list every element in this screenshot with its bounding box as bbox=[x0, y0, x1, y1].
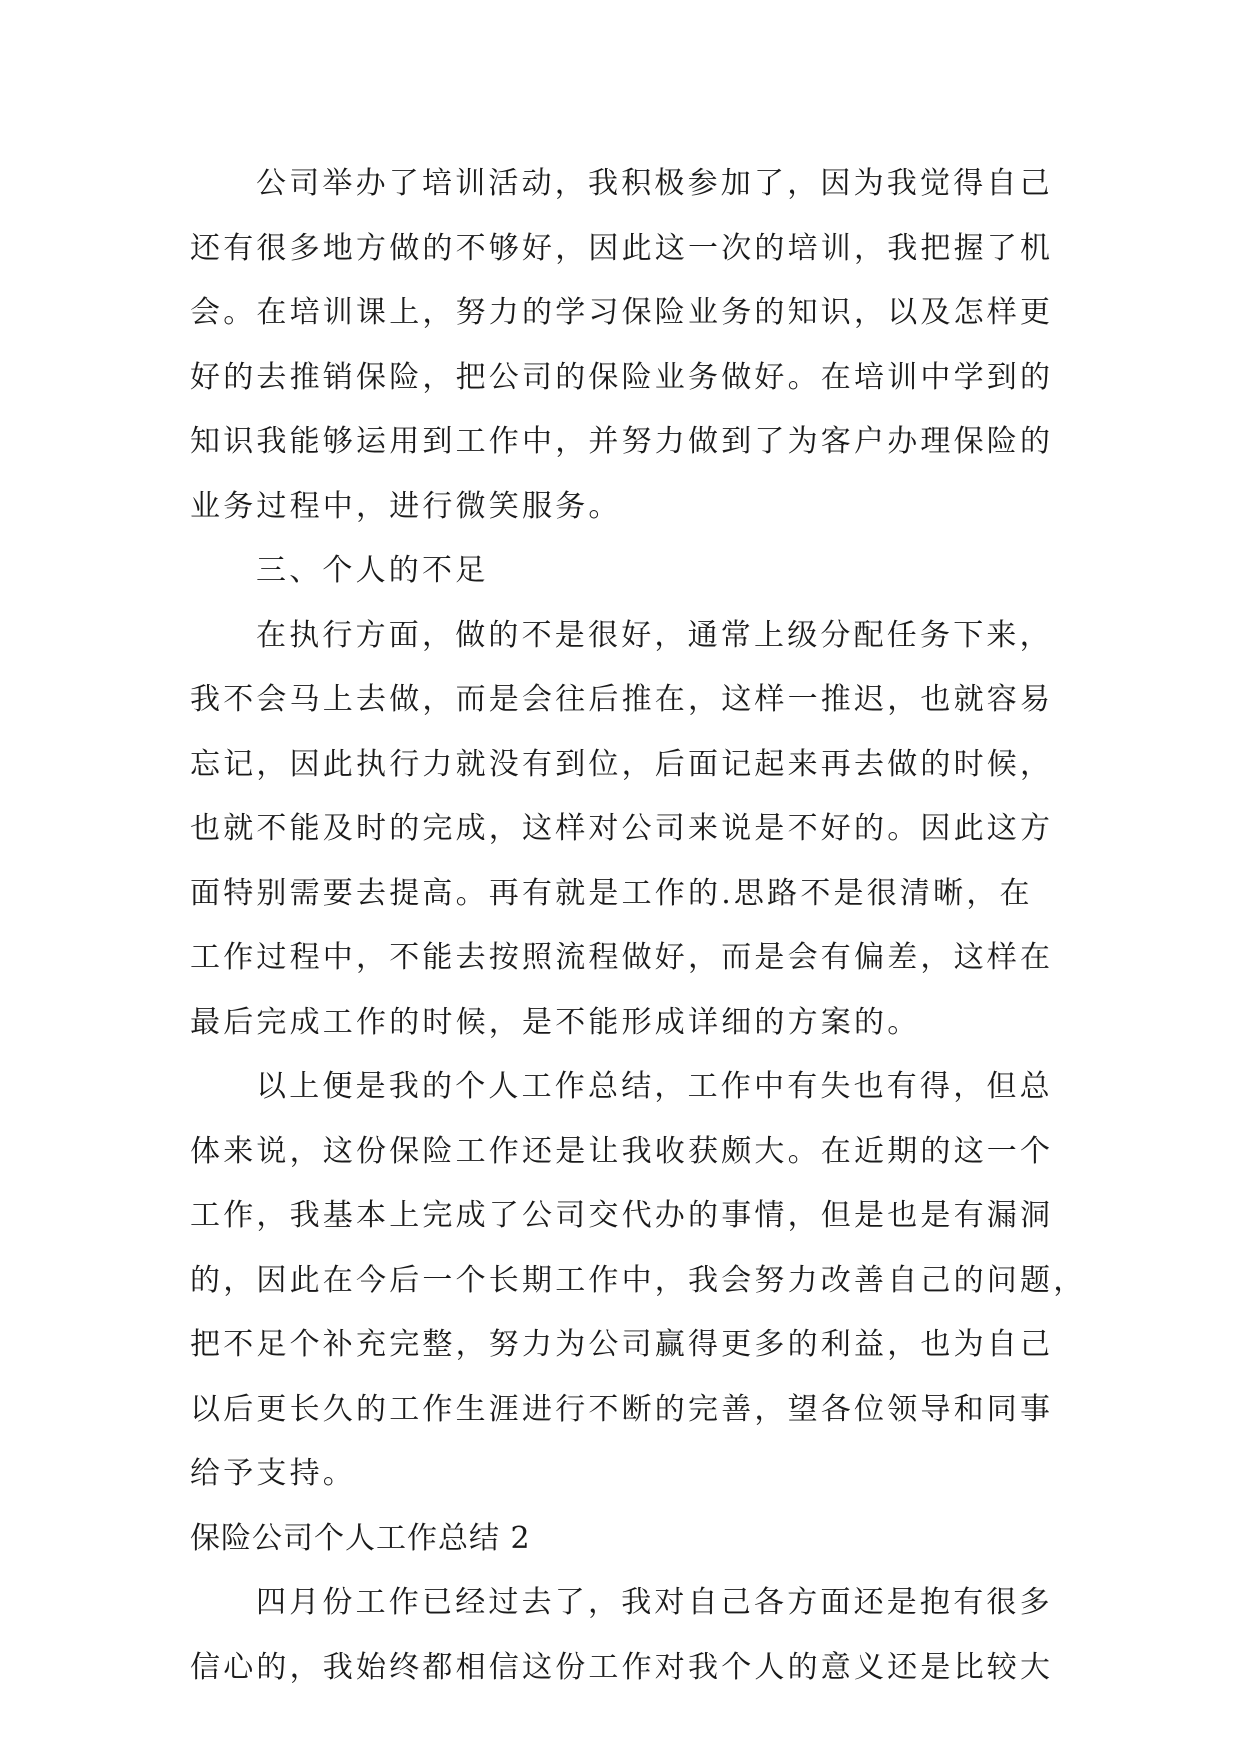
paragraph-line: 以后更长久的工作生涯进行不断的完善，望各位领导和同事 bbox=[190, 1391, 1054, 1427]
paragraph-line: 的，因此在今后一个长期工作中，我会努力改善自己的问题， bbox=[190, 1262, 1087, 1298]
article-title: 保险公司个人工作总结 2 bbox=[190, 1520, 531, 1556]
section-heading: 三、个人的不足 bbox=[256, 553, 489, 588]
paragraph-line: 把不足个补充完整，努力为公司赢得更多的利益，也为自己 bbox=[190, 1327, 1054, 1362]
paragraph-line: 四月份工作已经过去了，我对自己各方面还是抱有很多 bbox=[256, 1585, 1053, 1620]
paragraph-line: 会。在培训课上，努力的学习保险业务的知识，以及怎样更 bbox=[190, 295, 1054, 330]
paragraph-line: 还有很多地方做的不够好，因此这一次的培训，我把握了机 bbox=[190, 230, 1054, 266]
paragraph-line: 在执行方面，做的不是很好，通常上级分配任务下来， bbox=[256, 617, 1053, 653]
document-page bbox=[190, 152, 1087, 1700]
paragraph-line: 工作，我基本上完成了公司交代办的事情，但是也是有漏洞 bbox=[190, 1198, 1054, 1233]
paragraph-line: 最后完成工作的时候，是不能形成详细的方案的。 bbox=[190, 1004, 921, 1040]
paragraph-line: 业务过程中，进行微笑服务。 bbox=[190, 488, 622, 524]
paragraph-line: 忘记，因此执行力就没有到位，后面记起来再去做的时候， bbox=[190, 746, 1054, 782]
paragraph-line: 我不会马上去做，而是会往后推在，这样一推迟，也就容易 bbox=[190, 682, 1054, 717]
paragraph-line: 好的去推销保险，把公司的保险业务做好。在培训中学到的 bbox=[190, 359, 1054, 395]
paragraph-line: 信心的，我始终都相信这份工作对我个人的意义还是比较大 bbox=[190, 1649, 1054, 1685]
paragraph-line: 面特别需要去提高。再有就是工作的.思路不是很清晰，在 bbox=[190, 875, 1033, 911]
paragraph-line: 以上便是我的个人工作总结，工作中有失也有得，但总 bbox=[256, 1069, 1053, 1104]
paragraph-line: 体来说，这份保险工作还是让我收获颇大。在近期的这一个 bbox=[190, 1133, 1054, 1169]
paragraph-line: 知识我能够运用到工作中，并努力做到了为客户办理保险的 bbox=[190, 424, 1054, 459]
paragraph-line: 也就不能及时的完成，这样对公司来说是不好的。因此这方 bbox=[190, 811, 1054, 846]
paragraph-line: 公司举办了培训活动，我积极参加了，因为我觉得自己 bbox=[256, 166, 1053, 201]
paragraph-line: 工作过程中，不能去按照流程做好，而是会有偏差，这样在 bbox=[190, 940, 1054, 975]
paragraph-line: 给予支持。 bbox=[190, 1456, 356, 1491]
